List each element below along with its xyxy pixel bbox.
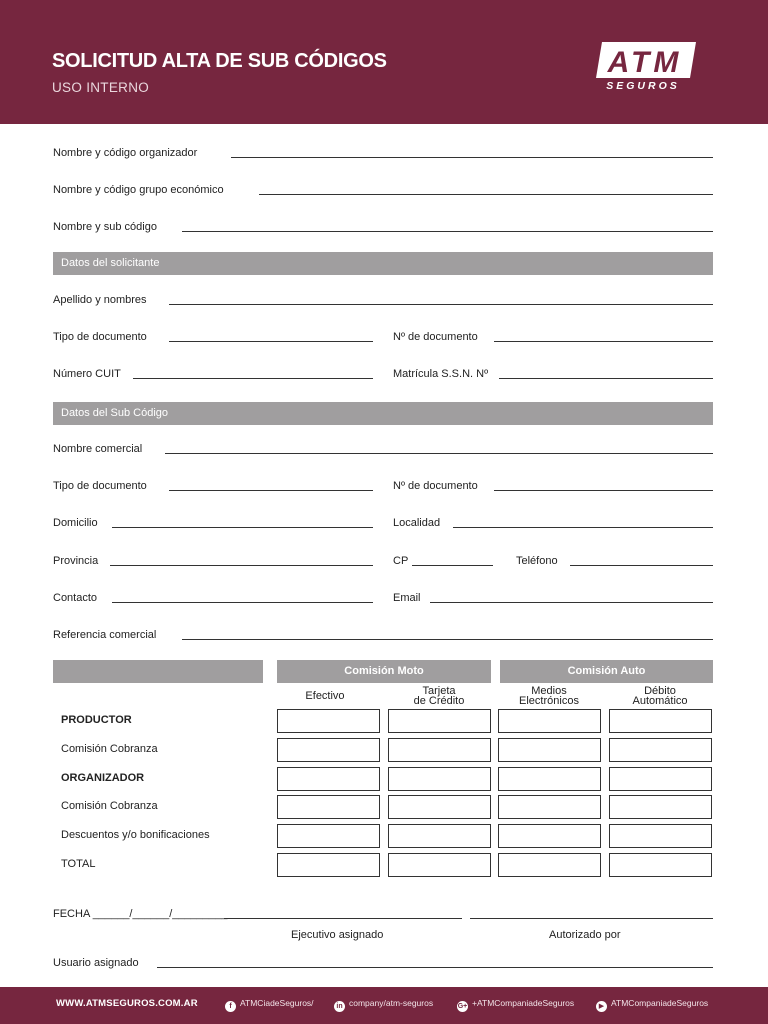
autorizado-signature-line[interactable] bbox=[470, 918, 713, 919]
apellido-field[interactable] bbox=[169, 304, 713, 305]
commission-input-cell[interactable] bbox=[609, 824, 712, 848]
commission-input-cell[interactable] bbox=[498, 853, 601, 877]
youtube-handle: ATMCompaniadeSeguros bbox=[611, 998, 709, 1008]
cuit-field[interactable] bbox=[133, 378, 373, 379]
column-header-line1: Efectivo bbox=[305, 690, 345, 702]
nombre-comercial-label: Nombre comercial bbox=[53, 443, 143, 455]
telefono-label: Teléfono bbox=[516, 555, 558, 567]
localidad-field[interactable] bbox=[453, 527, 713, 528]
page-subtitle: USO INTERNO bbox=[52, 80, 150, 95]
contacto-field[interactable] bbox=[112, 602, 373, 603]
referencia-label: Referencia comercial bbox=[53, 629, 157, 641]
provincia-field[interactable] bbox=[110, 565, 373, 566]
email-field[interactable] bbox=[430, 602, 713, 603]
ejecutivo-signature-line[interactable] bbox=[224, 918, 462, 919]
youtube-link[interactable] bbox=[596, 998, 708, 1012]
table-row-label: Comisión Cobranza bbox=[61, 743, 158, 755]
googleplus-handle: +ATMCompaniadeSeguros bbox=[472, 998, 575, 1008]
linkedin-link[interactable] bbox=[334, 998, 433, 1012]
column-header bbox=[610, 686, 710, 706]
linkedin-icon: in bbox=[334, 1001, 345, 1012]
googleplus-icon: G+ bbox=[457, 1003, 468, 1010]
subcodigo-field[interactable] bbox=[182, 231, 713, 232]
commission-input-cell[interactable] bbox=[498, 709, 601, 733]
column-header-line2: de Crédito bbox=[413, 695, 465, 707]
commission-input-cell[interactable] bbox=[498, 738, 601, 762]
referencia-field[interactable] bbox=[182, 639, 713, 640]
table-row-label: ORGANIZADOR bbox=[61, 772, 145, 784]
telefono-field[interactable] bbox=[570, 565, 713, 566]
domicilio-label: Domicilio bbox=[53, 517, 98, 529]
page-title: SOLICITUD ALTA DE SUB CÓDIGOS bbox=[52, 50, 387, 72]
apellido-label: Apellido y nombres bbox=[53, 294, 147, 306]
commission-input-cell[interactable] bbox=[388, 709, 491, 733]
organizador-field[interactable] bbox=[231, 157, 713, 158]
column-header-line1: Débito bbox=[644, 685, 676, 697]
website-link[interactable]: WWW.ATMSEGUROS.COM.AR bbox=[56, 998, 198, 1009]
commission-input-cell[interactable] bbox=[498, 824, 601, 848]
commission-input-cell[interactable] bbox=[609, 767, 712, 791]
column-header-line1: Tarjeta bbox=[422, 685, 456, 697]
sub-tipo-doc-label: Tipo de documento bbox=[53, 480, 147, 492]
tipo-doc-label: Tipo de documento bbox=[53, 331, 147, 343]
nombre-comercial-field[interactable] bbox=[165, 453, 713, 454]
commission-input-cell[interactable] bbox=[388, 795, 491, 819]
commission-input-cell[interactable] bbox=[498, 795, 601, 819]
commission-input-cell[interactable] bbox=[388, 824, 491, 848]
subcodigo-label: Nombre y sub código bbox=[53, 221, 157, 233]
localidad-label: Localidad bbox=[393, 517, 441, 529]
usuario-label: Usuario asignado bbox=[53, 957, 139, 969]
num-doc-field[interactable] bbox=[494, 341, 713, 342]
sub-tipo-doc-field[interactable] bbox=[169, 490, 373, 491]
section-solicitante bbox=[53, 252, 713, 275]
commission-input-cell[interactable] bbox=[498, 767, 601, 791]
commission-input-cell[interactable] bbox=[277, 795, 380, 819]
column-header-line2: Automático bbox=[632, 695, 688, 707]
column-header bbox=[275, 691, 375, 701]
table-corner-block bbox=[53, 660, 263, 683]
email-label: Email bbox=[393, 592, 421, 604]
cp-label: CP bbox=[393, 555, 409, 567]
atm-logo-mark bbox=[594, 40, 698, 80]
column-header-line2: Electrónicos bbox=[519, 695, 579, 707]
provincia-label: Provincia bbox=[53, 555, 99, 567]
commission-input-cell[interactable] bbox=[609, 709, 712, 733]
comision-auto-header bbox=[500, 660, 713, 683]
linkedin-handle: company/atm-seguros bbox=[349, 998, 434, 1008]
logo-tagline: SEGUROS bbox=[606, 80, 680, 92]
commission-input-cell[interactable] bbox=[388, 767, 491, 791]
table-row-label: Descuentos y/o bonificaciones bbox=[61, 829, 210, 841]
comision-moto-header bbox=[277, 660, 491, 683]
facebook-link[interactable] bbox=[225, 998, 314, 1012]
usuario-field[interactable] bbox=[157, 967, 713, 968]
commission-input-cell[interactable] bbox=[388, 853, 491, 877]
section-solicitante-title: Datos del solicitante bbox=[61, 257, 160, 269]
commission-input-cell[interactable] bbox=[277, 738, 380, 762]
commission-input-cell[interactable] bbox=[277, 853, 380, 877]
tipo-doc-field[interactable] bbox=[169, 341, 373, 342]
sub-num-doc-field[interactable] bbox=[494, 490, 713, 491]
facebook-icon: f bbox=[225, 1001, 236, 1012]
num-doc-label: Nº de documento bbox=[393, 331, 478, 343]
commission-input-cell[interactable] bbox=[609, 795, 712, 819]
googleplus-link[interactable] bbox=[457, 998, 574, 1012]
comision-moto-title: Comisión Moto bbox=[344, 665, 424, 677]
organizador-label: Nombre y código organizador bbox=[53, 147, 198, 159]
commission-input-cell[interactable] bbox=[277, 709, 380, 733]
ejecutivo-label: Ejecutivo asignado bbox=[291, 929, 384, 941]
commission-input-cell[interactable] bbox=[277, 824, 380, 848]
column-header-line1: Medios bbox=[531, 685, 567, 697]
commission-input-cell[interactable] bbox=[609, 738, 712, 762]
column-header bbox=[499, 686, 599, 706]
matricula-label: Matrícula S.S.N. Nº bbox=[393, 368, 489, 380]
footer bbox=[0, 987, 768, 1024]
comision-auto-title: Comisión Auto bbox=[567, 665, 646, 677]
cuit-label: Número CUIT bbox=[53, 368, 121, 380]
contacto-label: Contacto bbox=[53, 592, 98, 604]
atm-logo bbox=[594, 40, 698, 98]
sub-num-doc-label: Nº de documento bbox=[393, 480, 478, 492]
cp-field[interactable] bbox=[412, 565, 493, 566]
table-row-label: Comisión Cobranza bbox=[61, 800, 158, 812]
table-row-label: TOTAL bbox=[61, 858, 96, 870]
domicilio-field[interactable] bbox=[112, 527, 373, 528]
section-subcodigo bbox=[53, 402, 713, 425]
logo-text: ATM bbox=[607, 46, 683, 79]
matricula-field[interactable] bbox=[499, 378, 713, 379]
commission-input-cell[interactable] bbox=[388, 738, 491, 762]
section-subcodigo-title: Datos del Sub Código bbox=[61, 407, 169, 419]
facebook-handle: ATMCiadeSeguros/ bbox=[240, 998, 314, 1008]
grupo-label: Nombre y código grupo económico bbox=[53, 184, 224, 196]
commission-input-cell[interactable] bbox=[609, 853, 712, 877]
commission-input-cell[interactable] bbox=[277, 767, 380, 791]
autorizado-label: Autorizado por bbox=[549, 929, 621, 941]
column-header bbox=[389, 686, 489, 706]
youtube-icon: ▶ bbox=[596, 1001, 607, 1012]
fecha-label: FECHA ______/______/_________ bbox=[53, 908, 228, 920]
header-banner bbox=[0, 0, 768, 124]
table-row-label: PRODUCTOR bbox=[61, 714, 132, 726]
grupo-field[interactable] bbox=[259, 194, 713, 195]
